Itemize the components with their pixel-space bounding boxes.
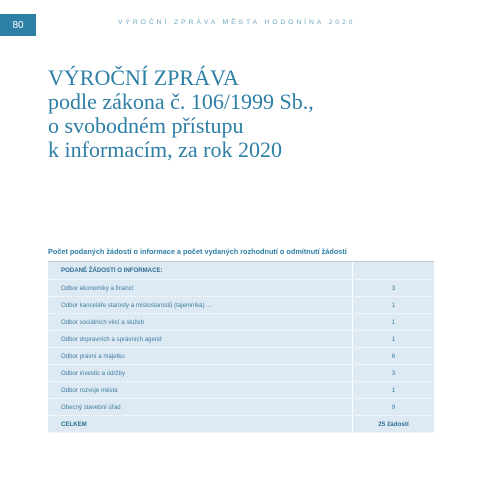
row-department: Odbor rozvoje města	[48, 382, 353, 398]
row-department: Odbor investic a údržby	[48, 365, 353, 381]
table-header-label: PODANÉ ŽÁDOSTI O INFORMACE:	[48, 262, 353, 279]
table-header-row	[48, 262, 434, 280]
row-count: 3	[391, 284, 396, 292]
row-count: 6	[391, 352, 396, 360]
row-count: 1	[391, 301, 396, 309]
title-line-3: o svobodném přístupu	[48, 113, 244, 138]
row-department: Odbor sociálních věcí a služeb	[48, 314, 353, 330]
table-row	[48, 399, 434, 416]
requests-table	[48, 261, 434, 433]
title-line-1: VÝROČNÍ ZPRÁVA	[48, 65, 239, 90]
table-caption: Počet podaných žádostí o informace a počet vydaných rozhodnutí o odmítnutí žádosti	[48, 247, 347, 256]
page-number: 80	[0, 14, 36, 36]
title-line-4: k informacím, za rok 2020	[48, 137, 282, 162]
table-row	[48, 314, 434, 331]
table-total-row	[48, 416, 434, 433]
table-row	[48, 382, 434, 399]
row-department: Odbor ekonomiky a financí	[48, 280, 353, 296]
row-department: Odbor dopravních a správních agend	[48, 331, 353, 347]
row-count: 1	[391, 386, 396, 394]
table-row	[48, 297, 434, 314]
page-title	[48, 66, 468, 162]
table-row	[48, 348, 434, 365]
row-count: 9	[391, 403, 396, 411]
table-row	[48, 365, 434, 382]
row-count: 1	[391, 335, 396, 343]
table-row	[48, 280, 434, 297]
row-department: Obecný stavební úřad	[48, 399, 353, 415]
total-value: 25 žádostí	[378, 420, 409, 428]
row-department: Odbor kanceláře starosty a místostarostů (tajemníka) ...	[48, 297, 353, 313]
row-count: 3	[391, 369, 396, 377]
table-row	[48, 331, 434, 348]
total-label: CELKEM	[48, 416, 353, 432]
row-department: Odbor právní a majetku	[48, 348, 353, 364]
running-head: VÝROČNÍ ZPRÁVA MĚSTA HODONÍNA 2020	[118, 19, 356, 26]
row-count: 1	[391, 318, 396, 326]
title-line-2: podle zákona č. 106/1999 Sb.,	[48, 89, 314, 114]
